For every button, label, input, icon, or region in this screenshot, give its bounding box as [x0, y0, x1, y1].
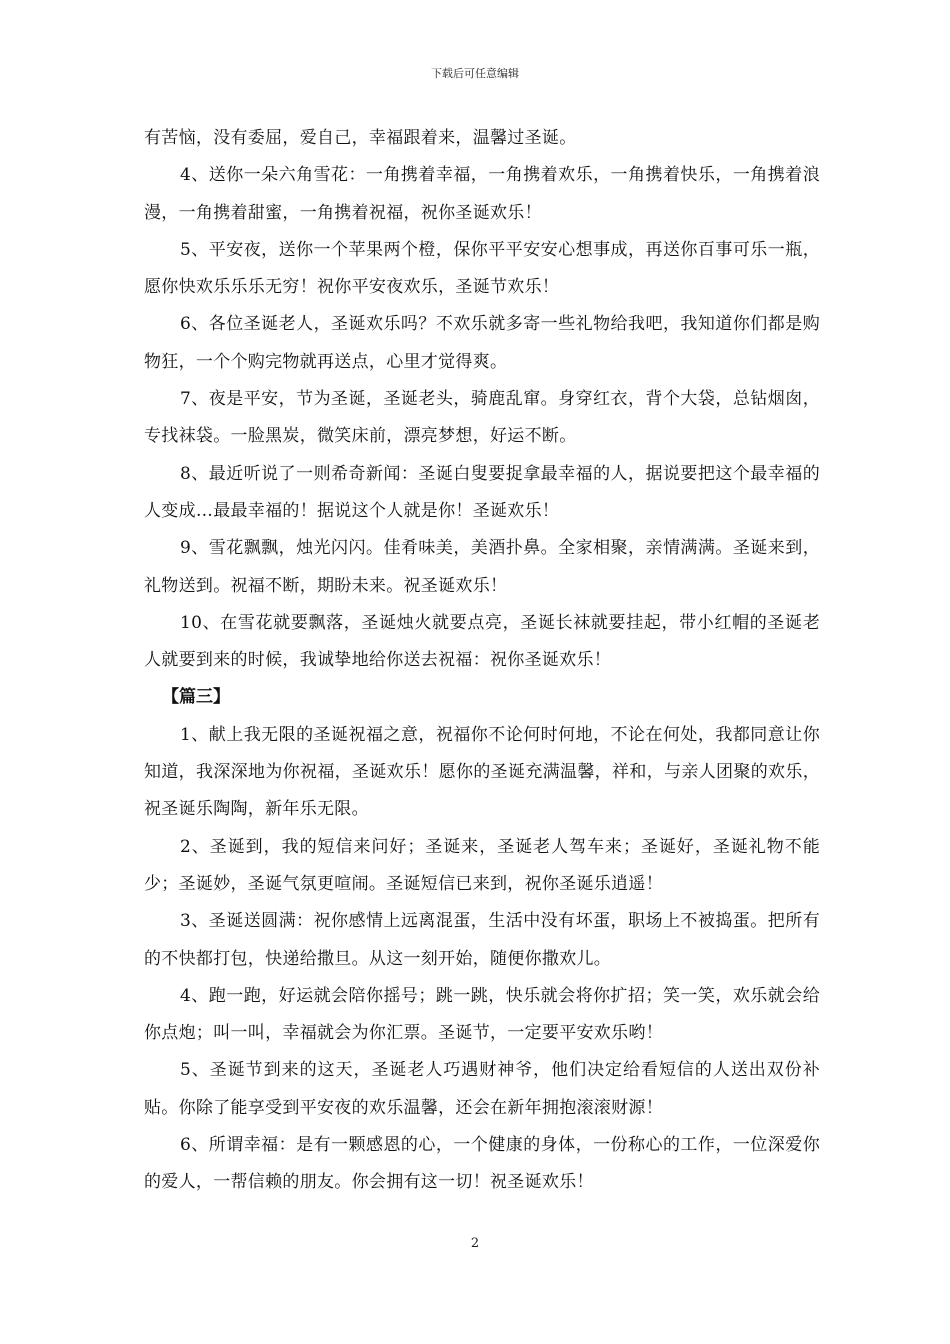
paragraph-item-6: 6、各位圣诞老人，圣诞欢乐吗？不欢乐就多寄一些礼物给我吧，我知道你们都是购物狂，一个个购完物就再送点，心里才觉得爽。: [144, 314, 820, 372]
section-paragraph-6: 6、所谓幸福：是有一颗感恩的心，一个健康的身体，一份称心的工作，一位深爱你的爱人，一帮信赖的朋友。你会拥有这一切！祝圣诞欢乐！: [144, 1135, 820, 1193]
section-heading: 【篇三】: [162, 687, 230, 708]
paragraph-item-7: 7、夜是平安，节为圣诞，圣诞老头，骑鹿乱窜。身穿红衣，背个大袋，总钻烟囱，专找袜袋。一脸黑炭，微笑床前，漂亮梦想，好运不断。: [144, 389, 820, 447]
section-paragraph-2: 2、圣诞到，我的短信来问好；圣诞来，圣诞老人驾车来；圣诞好，圣诞礼物不能少；圣诞妙，圣诞气氛更喧闹。圣诞短信已来到，祝你圣诞乐逍遥！: [144, 836, 820, 894]
section-paragraph-5: 5、圣诞节到来的这天，圣诞老人巧遇财神爷，他们决定给看短信的人送出双份补贴。你除了能享受到平安夜的欢乐温馨，还会在新年拥抱滚滚财源！: [144, 1060, 820, 1118]
paragraph-item-8: 8、最近听说了一则希奇新闻：圣诞白叟要捉拿最幸福的人，据说要把这个最幸福的人变成…最最幸福的！据说这个人就是你！圣诞欢乐！: [144, 463, 820, 521]
paragraph-item-9: 9、雪花飘飘，烛光闪闪。佳肴味美，美酒扑鼻。全家相聚，亲情满满。圣诞来到，礼物送到。祝福不断，期盼未来。祝圣诞欢乐！: [144, 538, 820, 596]
section-paragraph-3: 3、圣诞送圆满：祝你感情上远离混蛋，生活中没有坏蛋，职场上不被捣蛋。把所有的不快都打包，快递给撒旦。从这一刻开始，随便你撒欢儿。: [144, 911, 820, 969]
paragraph-item-4: 4、送你一朵六角雪花：一角携着幸福，一角携着欢乐，一角携着快乐，一角携着浪漫，一角携着甜蜜，一角携着祝福，祝你圣诞欢乐！: [144, 165, 820, 223]
section-paragraph-1: 1、献上我无限的圣诞祝福之意，祝福你不论何时何地，不论在何处，我都同意让你知道，我深深地为你祝福，圣诞欢乐！愿你的圣诞充满温馨，祥和，与亲人团聚的欢乐，祝圣诞乐陶陶，新年乐无限。: [144, 724, 820, 820]
document-body: [144, 120, 820, 1202]
page-number: 2: [470, 1236, 480, 1251]
paragraph-item-5: 5、平安夜，送你一个苹果两个橙，保你平平安安心想事成，再送你百事可乐一瓶，愿你快欢乐乐乐无穷！祝你平安夜欢乐，圣诞节欢乐！: [144, 239, 820, 298]
section-paragraph-4: 4、跑一跑，好运就会陪你摇号；跳一跳，快乐就会将你扩招；笑一笑，欢乐就会给你点炮；叫一叫，幸福就会为你汇票。圣诞节，一定要平安欢乐哟！: [144, 985, 820, 1044]
paragraph-continuation: 有苦恼，没有委屈，爱自己，幸福跟着来，温馨过圣诞。: [144, 128, 577, 148]
paragraph-item-10: 10、在雪花就要飘落，圣诞烛火就要点亮，圣诞长袜就要挂起，带小红帽的圣诞老人就要到来的时候，我诚挚地给你送去祝福：祝你圣诞欢乐！: [144, 612, 820, 671]
page-header: 下载后可任意编辑: [431, 67, 519, 80]
